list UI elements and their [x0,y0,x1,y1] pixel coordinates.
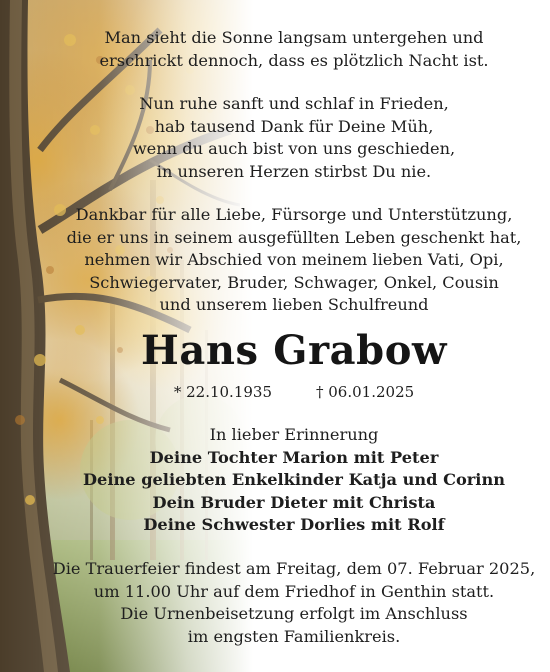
service-line: um 11.00 Uhr auf dem Friedhof in Genthin statt. [93,581,495,601]
verse-line: die er uns in seinem ausgefüllten Leben geschenkt hat, [66,227,522,247]
verse-line: und unserem lieben Schulfreund [159,295,429,314]
verse-line: Dankbar für alle Liebe, Fürsorge und Unterstützung, [75,205,513,224]
verse-rest [38,93,550,183]
birth-date: * 22.10.1935 [173,383,272,401]
verse-line: in unseren Herzen stirbst Du nie. [156,161,432,181]
life-dates [38,382,550,402]
mourner-line: Dein Bruder Dieter mit Christa [152,492,436,512]
verse-line: Nun ruhe sanft und schlaf in Frieden, [139,94,449,113]
verse-line: erschrickt dennoch, dass es plötzlich Nacht ist. [99,50,489,70]
verse-line: Schwiegervater, Bruder, Schwager, Onkel, Cousin [89,272,499,292]
farewell-text [38,204,550,317]
verse-sunset [38,27,550,72]
verse-line: Man sieht die Sonne langsam untergehen und [104,28,484,47]
memory-intro: In lieber Erinnerung [209,425,379,444]
funeral-service-info [38,558,550,648]
mourner-line: Deine Tochter Marion mit Peter [149,447,439,467]
deceased-name: Hans Grabow [140,327,448,374]
mourners-block [38,424,550,537]
service-line: Die Trauerfeier findest am Freitag, dem 07. Februar 2025, [52,559,536,578]
service-line: Die Urnenbeisetzung erfolgt im Anschluss [120,604,468,623]
death-date: † 06.01.2025 [316,383,415,401]
service-line: im engsten Familienkreis. [187,626,401,646]
verse-line: nehmen wir Abschied von meinem lieben Vati, Opi, [84,250,504,269]
verse-line: wenn du auch bist von uns geschieden, [132,139,456,158]
mourner-line: Deine geliebten Enkelkinder Katja und Corinn [83,470,505,489]
mourner-line: Deine Schwester Dorlies mit Rolf [143,515,445,534]
verse-line: hab tausend Dank für Deine Müh, [154,116,434,136]
